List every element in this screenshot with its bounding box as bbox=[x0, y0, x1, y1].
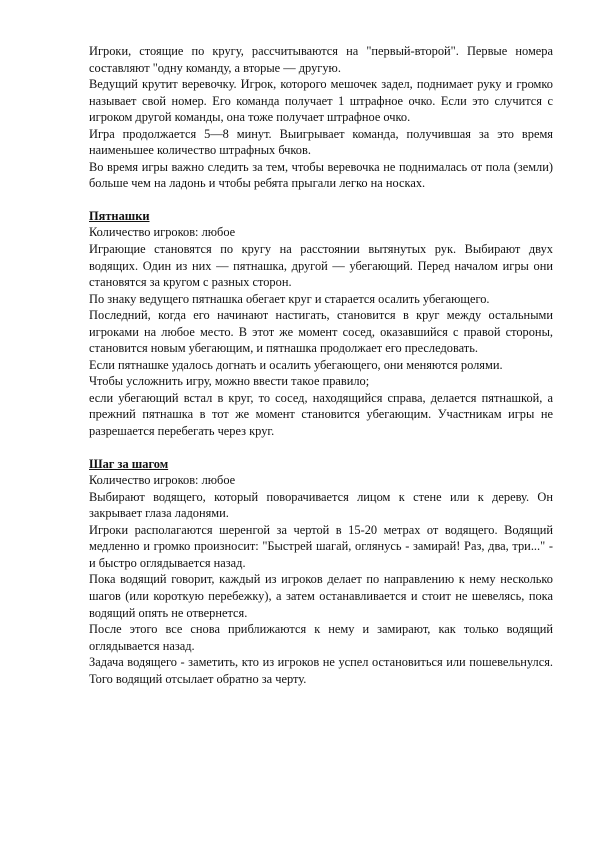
document-page bbox=[89, 43, 553, 687]
paragraph: Игра продолжается 5—8 минут. Выигрывает команда, получившая за это время наименьшее количество штрафных бчков. bbox=[89, 126, 553, 158]
paragraph: Игроки располагаются шеренгой за чертой в 15-20 метрах от водящего. Водящий медленно и громко произносит: "Быстрей шагай, оглянусь - замирай! Раз, два, три..." - и быстро оглядывается назад. bbox=[89, 522, 553, 570]
paragraph: Последний, когда его начинают настигать, становится в круг между остальными игроками на любое место. В этот же момент сосед, оказавшийся с правой стороны, становится новым убегающим, и пятнашка продолжает его преследовать. bbox=[89, 308, 553, 356]
section-heading: Пятнашки bbox=[89, 208, 150, 223]
paragraph: По знаку ведущего пятнашка обегает круг и старается осалить убегающего. bbox=[89, 291, 490, 306]
section-gap bbox=[89, 440, 553, 456]
section-heading: Шаг за шагом bbox=[89, 456, 169, 471]
paragraph: Задача водящего - заметить, кто из игроков не успел остановиться или пошевельнулся. Того водящий отсылает обратно за черту. bbox=[89, 655, 553, 686]
paragraph: Играющие становятся по кругу на расстоянии вытянутых рук. Выбирают двух водящих. Один из них — пятнашка, другой — убегающий. Перед началом игры они становятся за кругом с разных сторон. bbox=[89, 242, 553, 290]
paragraph: Количество игроков: любое bbox=[89, 225, 236, 240]
paragraph: Количество игроков: любое bbox=[89, 473, 236, 488]
paragraph: Чтобы усложнить игру, можно ввести такое правило; bbox=[89, 374, 370, 389]
paragraph: Во время игры важно следить за тем, чтобы веревочка не поднималась от пола (земли) больше чем на ладонь и чтобы ребята прыгали легко на носках. bbox=[89, 159, 553, 191]
section-gap bbox=[89, 192, 553, 208]
paragraph: если убегающий встал в круг, то сосед, находящийся справа, делается пятнашкой, а прежний пятнашка в тот же момент становится убегающим. Участникам игры не разрешается перебегать через круг. bbox=[89, 390, 553, 439]
paragraph: Пока водящий говорит, каждый из игроков делает по направлению к нему несколько шагов (или короткую перебежку), а затем останавливается и стоит не шевелясь, пока водящий опять не отвернется. bbox=[89, 572, 553, 620]
paragraph: Выбирают водящего, который поворачивается лицом к стене или к дереву. Он закрывает глаза ладонями. bbox=[89, 489, 553, 521]
paragraph: После этого все снова приближаются к нему и замирают, как только водящий оглядывается назад. bbox=[89, 622, 553, 653]
paragraph: Игроки, стоящие по кругу, рассчитываются на "первый-второй". Первые номера составляют "одну команду, а вторые — другую. bbox=[89, 44, 553, 75]
paragraph: Если пятнашке удалось догнать и осалить убегающего, они меняются ролями. bbox=[89, 357, 503, 372]
paragraph: Ведущий крутит веревочку. Игрок, которого мешочек задел, поднимает руку и громко называет свой номер. Его команда получает 1 штрафное очко. Если это случится с игроком другой команды, она тоже получает штрафное очко. bbox=[89, 77, 553, 125]
